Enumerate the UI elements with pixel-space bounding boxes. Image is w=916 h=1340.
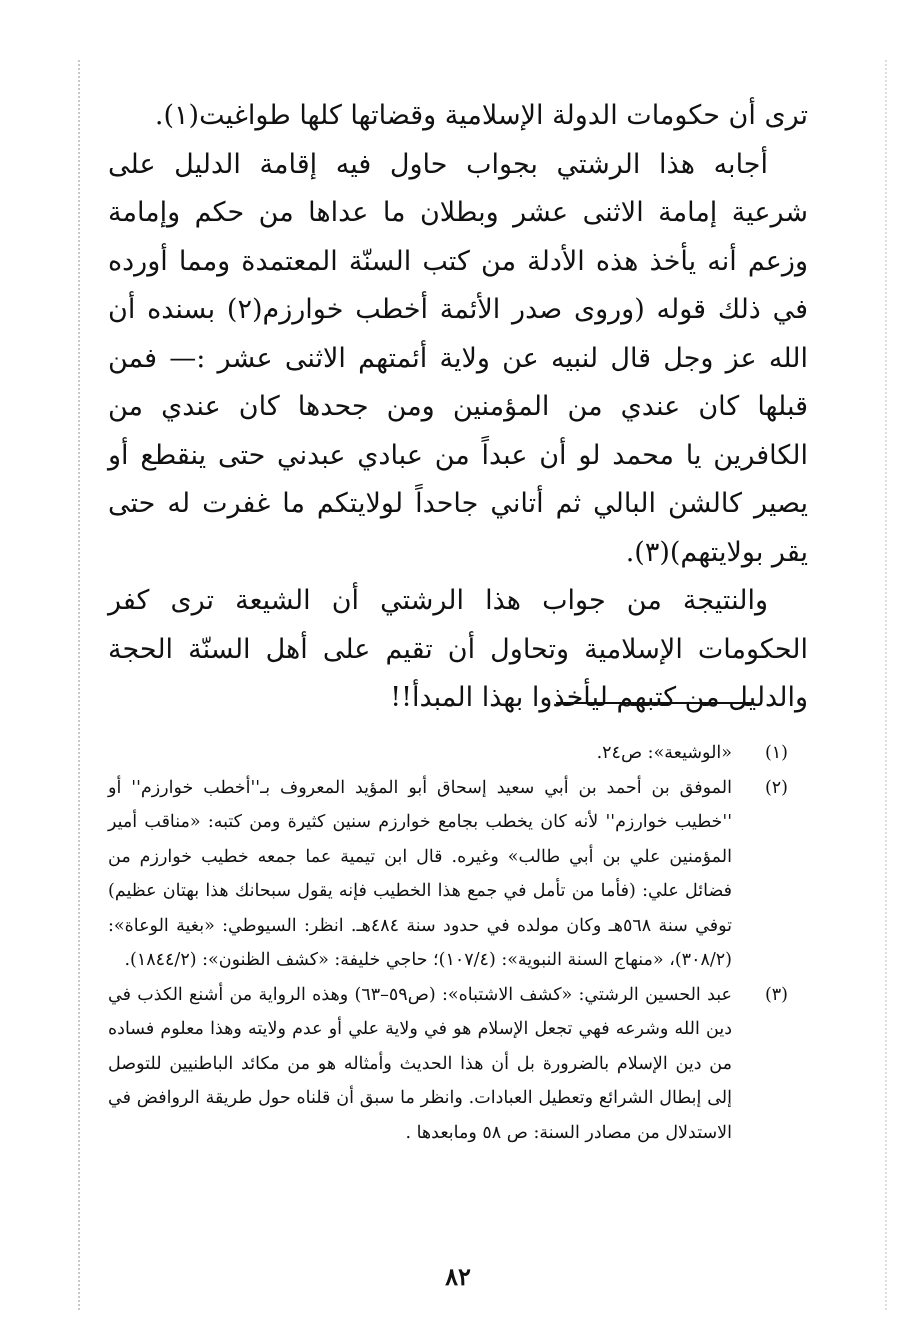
footnote-divider xyxy=(556,702,752,704)
scan-edge-right xyxy=(885,60,887,1310)
paragraph-3: والنتيجة من جواب هذا الرشتي أن الشيعة ترى كفر الحكومات الإسلامية وتحاول أن تقيم على أهل السنّة الحجة والدليل من كتبهم ليأخذوا بهذا المبدأ!! xyxy=(108,585,808,713)
footnote-text: «الوشيعة»: ص٢٤. xyxy=(596,743,732,763)
footnote-text: عبد الحسين الرشتي: «كشف الاشتباه»: (ص٥٩–٦٣) وهذه الرواية من أشنع الكذب في دين الله وشرعه فهي تجعل الإسلام هو في ولاية علي أو عدم ولايته وهذا معلوم فساده من دين الإسلام بالضرورة بل أن هذا الحديث وأمثاله هو من مكائد الباطنيين للتوصل إلى إبطال الشرائع وتعطيل العبادات. وانظر ما سبق أن قلناه حول طريقة الروافض في الاستدلال من مصادر السنة: ص ٥٨ ومابعدها . xyxy=(108,984,732,1143)
footnote-number: (٣) xyxy=(764,984,788,1005)
footnote-1 xyxy=(108,736,788,771)
paragraph-2: أجابه هذا الرشتي بجواب حاول فيه إقامة الدليل على شرعية إمامة الاثنى عشر وبطلان ما عداها من حكم وإمامة وزعم أنه يأخذ هذه الأدلة من كتب السنّة المعتمدة ومما أورده في ذلك قوله (وروى صدر الأئمة أخطب خوارزم(٢) بسنده أن الله عز وجل قال لنبيه عن ولاية أئمتهم الاثنى عشر :— فمن قبلها كان عندي من المؤمنين ومن جحدها كان عندي من الكافرين يا محمد لو أن عبداً من عبادي عبدني حتى ينقطع أو يصير كالشن البالي ثم أتاني جاحداً لولايتكم ما غفرت له حتى يقر بولايتهم)(٣). xyxy=(108,148,808,568)
footnote-3 xyxy=(108,978,788,1151)
page-number: ٨٢ xyxy=(445,1262,471,1291)
main-text xyxy=(108,92,808,723)
paragraph-1: ترى أن حكومات الدولة الإسلامية وقضاتها كلها طواغيت(١). xyxy=(154,100,808,131)
scan-edge-left xyxy=(78,60,80,1310)
footnote-2 xyxy=(108,771,788,978)
footnote-text: الموفق بن أحمد بن أبي سعيد إسحاق أبو المؤيد المعروف بـ''أخطب خوارزم'' أو ''خطيب خوارزم'' لأنه كان يخطب بجامع خوارزم سنين كثيرة ومن كتبه: «مناقب أمير المؤمنين علي بن أبي طالب» وغيره. قال ابن تيمية عما جمعه خطيب خوارزم من فضائل علي: (فأما من تأمل في جمع هذا الخطيب فإنه يقول سبحانك هذا بهتان عظيم) توفي سنة ٥٦٨هـ وكان مولده في حدود سنة ٤٨٤هـ. انظر: السيوطي: «بغية الوعاة»: (٣٠٨/٢)، «منهاج السنة النبوية»: (١٠٧/٤)؛ حاجي خليفة: «كشف الظنون»: (١٨٤٤/٢). xyxy=(108,777,732,970)
footnotes xyxy=(108,736,788,1150)
footnote-number: (٢) xyxy=(764,777,788,798)
footnote-number: (١) xyxy=(764,743,788,763)
